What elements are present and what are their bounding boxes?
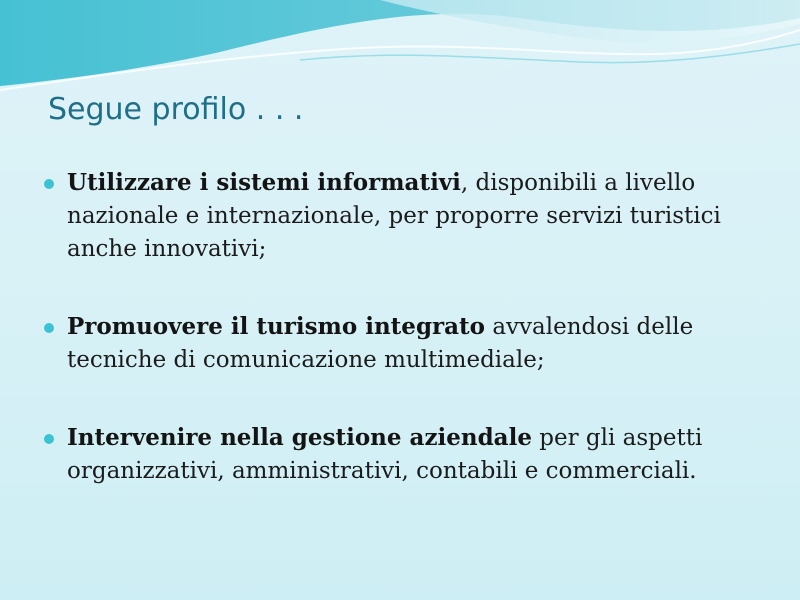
bullet-bold-text: Intervenire nella gestione aziendale (67, 424, 532, 451)
decorative-wave-header (0, 0, 800, 100)
bullet-text: avvalendosi delle tecniche di comunicazione multimediale; (67, 314, 694, 373)
bullet-dot-icon (44, 179, 54, 189)
bullet-dot-icon (44, 434, 54, 444)
bullet-bold-text: Promuovere il turismo integrato (67, 313, 486, 340)
bullet-text: per gli aspetti organizzativi, amministrativi, contabili e commerciali. (67, 425, 703, 484)
slide-title: Segue profilo . . . (48, 92, 304, 127)
bullet-item (44, 166, 764, 266)
bullet-item (44, 310, 764, 377)
bullet-dot-icon (44, 323, 54, 333)
bullet-item (44, 421, 764, 488)
wave-band-light (380, 0, 800, 43)
bullet-bold-text: Utilizzare i sistemi informativi (67, 169, 461, 196)
bullet-list (44, 166, 764, 488)
bullet-text: , disponibili a livello nazionale e internazionale, per proporre servizi turistici anche innovativi; (67, 170, 721, 262)
